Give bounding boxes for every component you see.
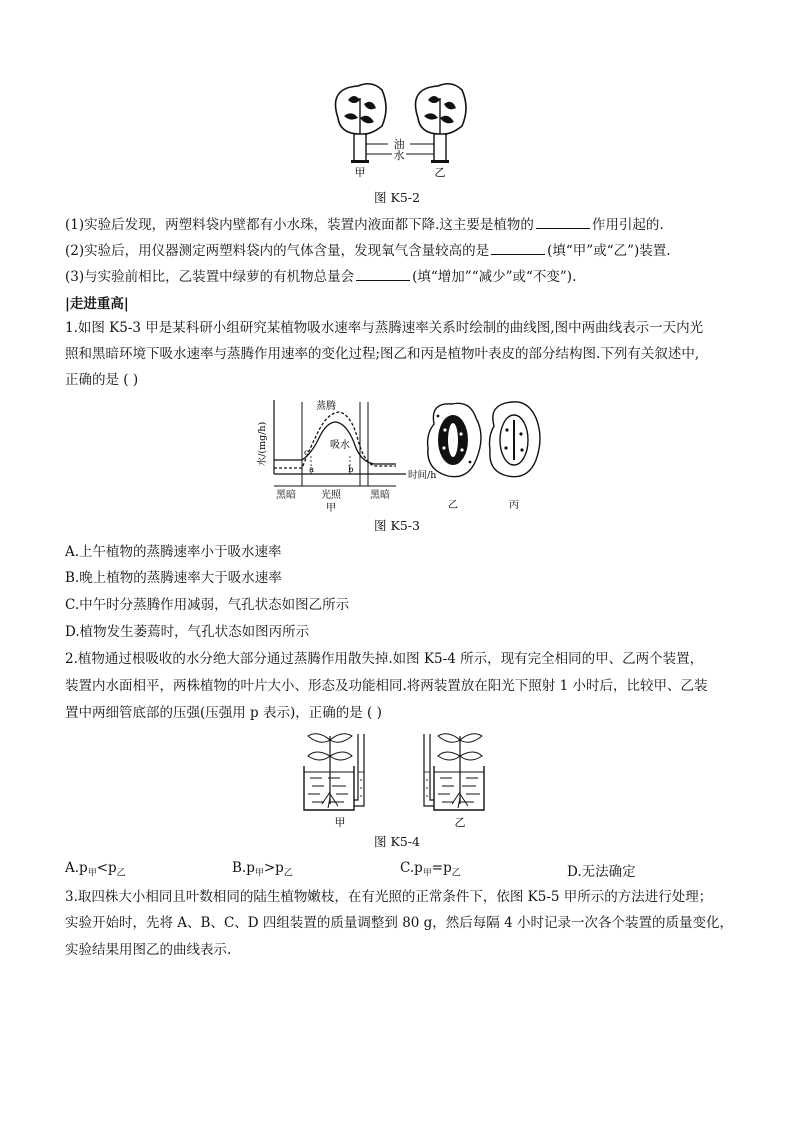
water-label: 水	[393, 149, 405, 162]
prev-question-2	[65, 242, 671, 260]
opt-c-sub-jia: 甲	[422, 868, 432, 879]
apparatus-jia-label: 甲	[334, 816, 346, 829]
transpiration-label: 蒸腾	[316, 401, 336, 412]
prev-q3-tail: (填“增加”“减少”或“不变”).	[412, 269, 577, 285]
q1-line-3: 正确的是 ( )	[65, 372, 139, 388]
q1-line-2: 照和黑暗环境下吸水速率与蒸腾作用速率的变化过程;图乙和丙是植物叶表皮的部分结构图.下列有关叙述中,	[65, 346, 700, 362]
opt-a-sub-yi: 乙	[116, 868, 126, 879]
section-title: |走进重高|	[65, 296, 129, 312]
figure-k5-3	[256, 396, 556, 514]
figure-k5-4	[300, 726, 500, 830]
stoma-bing-label: 丙	[509, 500, 519, 511]
q2-line-3: 置中两细管底部的压强(压强用 p 表示)，正确的是 ( )	[65, 705, 382, 721]
opt-a-sub-jia: 甲	[87, 868, 97, 879]
figure-k5-2	[320, 78, 480, 178]
answer-blank[interactable]	[536, 216, 590, 229]
q3-line-1: 3.取四株大小相同且叶数相同的陆生植物嫩枝，在有光照的正常条件下，依图 K5-5 甲所示的方法进行处理；	[65, 889, 713, 905]
opt-b-sub-jia: 甲	[254, 868, 264, 879]
graph-jia-label: 甲	[326, 503, 336, 514]
q1-option-c[interactable]: C.中午时分蒸腾作用减弱，气孔状态如图乙所示	[65, 597, 350, 613]
opt-a-mid: <p	[96, 860, 117, 876]
figure-k5-4-caption: 图 K5-4	[374, 834, 420, 849]
period-light: 光照	[321, 490, 341, 501]
stoma-closed-image	[490, 402, 541, 477]
prev-q2-tail: (填“甲”或“乙”)装置.	[547, 243, 671, 259]
opt-c-mid: =p	[431, 860, 452, 876]
q1-line-1: 1.如图 K5-3 甲是某科研小组研究某植物吸水速率与蒸腾速率关系时绘制的曲线图,图中两曲线表示一天内光	[65, 320, 704, 336]
q2-line-1: 2.植物通过根吸收的水分绝大部分通过蒸腾作用散失掉.如图 K5-4 所示，现有完全相同的甲、乙两个装置，	[65, 651, 704, 667]
q2-line-2: 装置内水面相平，两株植物的叶片大小、形态及功能相同.将两装置放在阳光下照射 1 小时后，比较甲、乙装	[65, 678, 708, 694]
point-a: a	[309, 465, 315, 475]
jia-label: 甲	[354, 166, 366, 178]
apparatus-yi-label: 乙	[454, 816, 466, 829]
opt-a-text: A.p	[65, 860, 88, 876]
q2-option-a[interactable]	[65, 860, 126, 879]
oil-label: 油	[393, 138, 405, 151]
q3-line-3: 实验结果用图乙的曲线表示.	[65, 942, 232, 958]
prev-q1-text: (1)实验后发现，两塑料袋内壁都有小水珠，装置内液面都下降.这主要是植物的	[65, 217, 534, 233]
q2-option-c[interactable]	[400, 860, 461, 879]
opt-b-sub-yi: 乙	[283, 868, 293, 879]
prev-q1-tail: 作用引起的.	[591, 217, 664, 233]
stoma-open-image	[428, 403, 481, 476]
opt-c-sub-yi: 乙	[451, 868, 461, 879]
period-dark-2: 黑暗	[370, 490, 390, 501]
yi-label: 乙	[434, 166, 446, 178]
y-axis-label: 水/(mg/h)	[257, 421, 268, 467]
answer-blank[interactable]	[491, 242, 545, 255]
opt-b-mid: >p	[263, 860, 284, 876]
q1-option-b[interactable]: B.晚上植物的蒸腾速率大于吸水速率	[65, 570, 282, 586]
period-dark-1: 黑暗	[276, 490, 296, 501]
q3-line-2: 实验开始时，先将 A、B、C、D 四组装置的质量调整到 80 g，然后每隔 4 小时记录一次各个装置的质量变化，	[65, 915, 733, 931]
point-c: c	[304, 448, 309, 458]
prev-q2-text: (2)实验后，用仪器测定两塑料袋内的气体含量，发现氧气含量较高的是	[65, 243, 490, 259]
answer-blank[interactable]	[356, 268, 410, 281]
prev-q3-text: (3)与实验前相比，乙装置中绿萝的有机物总量会	[65, 269, 355, 285]
prev-question-1	[65, 216, 664, 234]
absorption-label: 吸水	[330, 440, 350, 451]
q2-option-b[interactable]	[232, 860, 293, 879]
x-axis-label: 时间/h	[408, 470, 437, 481]
q2-option-d[interactable]: D.无法确定	[567, 864, 636, 880]
prev-question-3	[65, 268, 576, 286]
q1-option-a[interactable]: A.上午植物的蒸腾速率小于吸水速率	[65, 544, 282, 560]
opt-c-text: C.p	[400, 860, 423, 876]
point-b: b	[348, 465, 354, 475]
figure-k5-3-caption: 图 K5-3	[374, 518, 420, 533]
opt-b-text: B.p	[232, 860, 255, 876]
q1-option-d[interactable]: D.植物发生萎蔫时，气孔状态如图丙所示	[65, 624, 310, 640]
figure-k5-2-caption: 图 K5-2	[374, 190, 420, 205]
stoma-yi-label: 乙	[448, 500, 458, 511]
